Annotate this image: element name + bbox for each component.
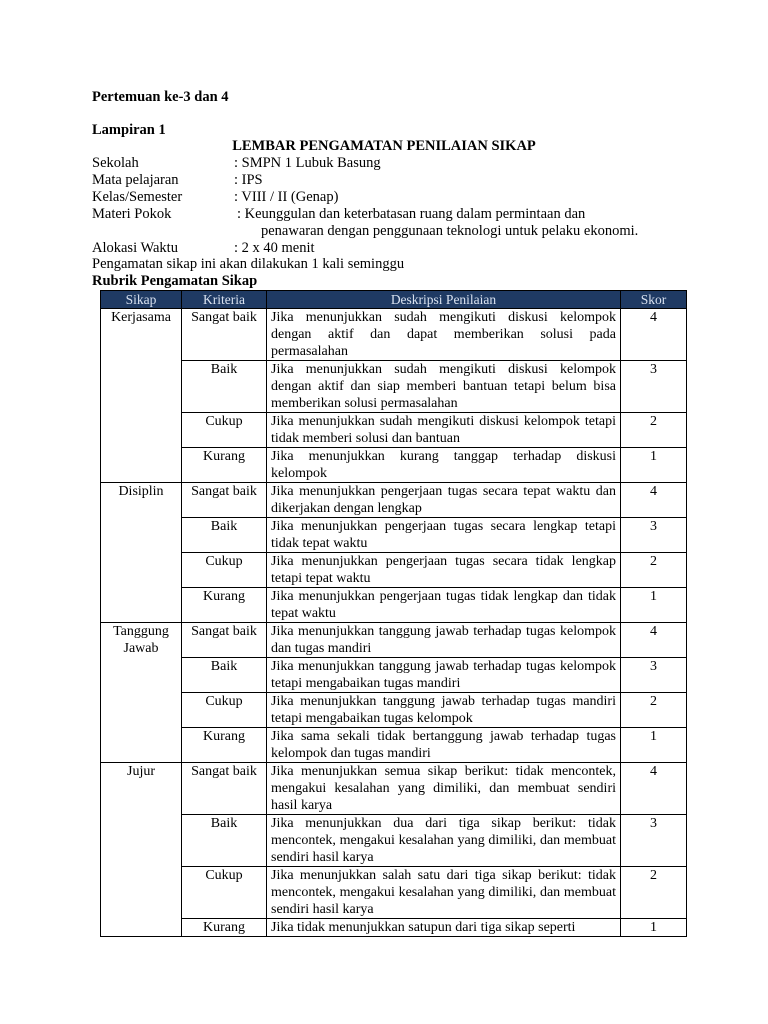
info-value-continued: penawaran dengan penggunaan teknologi untuk pelaku ekonomi.: [261, 223, 639, 239]
table-row: [101, 728, 687, 763]
table-row: [101, 361, 687, 413]
header-sikap: Sikap: [101, 291, 182, 309]
sikap-cell: Kerjasama: [101, 309, 182, 483]
deskripsi-cell: Jika menunjukkan tanggung jawab terhadap tugas kelompok dan tugas mandiri: [267, 623, 621, 658]
info-label: Materi Pokok: [92, 206, 172, 222]
kriteria-cell: Sangat baik: [182, 763, 267, 815]
kriteria-cell: Sangat baik: [182, 623, 267, 658]
info-label: Alokasi Waktu: [92, 240, 178, 256]
skor-cell: 2: [621, 413, 687, 448]
deskripsi-cell: Jika menunjukkan pengerjaan tugas secara lengkap tetapi tidak tepat waktu: [267, 518, 621, 553]
table-row: [101, 518, 687, 553]
header-skor: Skor: [621, 291, 687, 309]
table-row: [101, 815, 687, 867]
info-value: : 2 x 40 menit: [234, 240, 315, 256]
header-kriteria: Kriteria: [182, 291, 267, 309]
header-deskripsi: Deskripsi Penilaian: [267, 291, 621, 309]
appendix-label: Lampiran 1: [92, 122, 166, 138]
rubric-table: [100, 290, 687, 937]
sikap-cell: Disiplin: [101, 483, 182, 623]
table-row: [101, 867, 687, 919]
kriteria-cell: Cukup: [182, 867, 267, 919]
skor-cell: 1: [621, 588, 687, 623]
table-row: [101, 309, 687, 361]
sikap-cell: Jujur: [101, 763, 182, 937]
deskripsi-cell: Jika tidak menunjukkan satupun dari tiga sikap seperti: [267, 919, 621, 937]
table-row: [101, 693, 687, 728]
deskripsi-cell: Jika menunjukkan tanggung jawab terhadap tugas mandiri tetapi mengabaikan tugas kelompok: [267, 693, 621, 728]
info-label: Kelas/Semester: [92, 189, 183, 205]
table-header-row: [101, 291, 687, 309]
skor-cell: 3: [621, 658, 687, 693]
kriteria-cell: Sangat baik: [182, 483, 267, 518]
meeting-heading: Pertemuan ke-3 dan 4: [92, 89, 229, 105]
skor-cell: 1: [621, 728, 687, 763]
table-row: [101, 763, 687, 815]
skor-cell: 2: [621, 693, 687, 728]
kriteria-cell: Baik: [182, 658, 267, 693]
kriteria-cell: Baik: [182, 361, 267, 413]
kriteria-cell: Sangat baik: [182, 309, 267, 361]
table-row: [101, 553, 687, 588]
observation-note: Pengamatan sikap ini akan dilakukan 1 kali seminggu: [92, 256, 405, 272]
info-value: : SMPN 1 Lubuk Basung: [234, 155, 381, 171]
deskripsi-cell: Jika menunjukkan sudah mengikuti diskusi kelompok tetapi tidak memberi solusi dan bantuan: [267, 413, 621, 448]
kriteria-cell: Cukup: [182, 553, 267, 588]
deskripsi-cell: Jika sama sekali tidak bertanggung jawab terhadap tugas kelompok dan tugas mandiri: [267, 728, 621, 763]
deskripsi-cell: Jika menunjukkan sudah mengikuti diskusi kelompok dengan aktif dan siap memberi bantuan tetapi belum bisa memberikan solusi permasalahan: [267, 361, 621, 413]
table-row: [101, 658, 687, 693]
kriteria-cell: Kurang: [182, 588, 267, 623]
table-row: [101, 448, 687, 483]
info-value: : VIII / II (Genap): [234, 189, 339, 205]
rubric-title: Rubrik Pengamatan Sikap: [92, 273, 258, 289]
skor-cell: 1: [621, 448, 687, 483]
info-label: Mata pelajaran: [92, 172, 179, 188]
deskripsi-cell: Jika menunjukkan sudah mengikuti diskusi kelompok dengan aktif dan dapat memberikan solusi pada permasalahan: [267, 309, 621, 361]
document-title: LEMBAR PENGAMATAN PENILAIAN SIKAP: [232, 138, 536, 154]
deskripsi-cell: Jika menunjukkan pengerjaan tugas secara tidak lengkap tetapi tepat waktu: [267, 553, 621, 588]
skor-cell: 3: [621, 518, 687, 553]
kriteria-cell: Baik: [182, 815, 267, 867]
deskripsi-cell: Jika menunjukkan semua sikap berikut: tidak mencontek, mengakui kesalahan yang dimiliki, dan membuat sendiri hasil karya: [267, 763, 621, 815]
sikap-cell: Tanggung Jawab: [101, 623, 182, 763]
deskripsi-cell: Jika menunjukkan tanggung jawab terhadap tugas kelompok tetapi mengabaikan tugas mandiri: [267, 658, 621, 693]
deskripsi-cell: Jika menunjukkan salah satu dari tiga sikap berikut: tidak mencontek, mengakui kesalahan yang dimiliki, dan membuat sendiri hasil karya: [267, 867, 621, 919]
deskripsi-cell: Jika menunjukkan dua dari tiga sikap berikut: tidak mencontek, mengakui kesalahan yang dimiliki, dan membuat sendiri hasil karya: [267, 815, 621, 867]
info-value: : IPS: [234, 172, 263, 188]
skor-cell: 2: [621, 553, 687, 588]
table-row: [101, 413, 687, 448]
info-label: Sekolah: [92, 155, 139, 171]
kriteria-cell: Kurang: [182, 728, 267, 763]
deskripsi-cell: Jika menunjukkan kurang tanggap terhadap diskusi kelompok: [267, 448, 621, 483]
skor-cell: 4: [621, 309, 687, 361]
kriteria-cell: Cukup: [182, 413, 267, 448]
deskripsi-cell: Jika menunjukkan pengerjaan tugas secara tepat waktu dan dikerjakan dengan lengkap: [267, 483, 621, 518]
kriteria-cell: Kurang: [182, 919, 267, 937]
skor-cell: 3: [621, 361, 687, 413]
kriteria-cell: Baik: [182, 518, 267, 553]
skor-cell: 2: [621, 867, 687, 919]
skor-cell: 4: [621, 763, 687, 815]
info-value: : Keunggulan dan keterbatasan ruang dalam permintaan dan: [237, 206, 586, 222]
skor-cell: 4: [621, 623, 687, 658]
table-row: [101, 919, 687, 937]
table-row: [101, 623, 687, 658]
skor-cell: 1: [621, 919, 687, 937]
kriteria-cell: Kurang: [182, 448, 267, 483]
table-row: [101, 483, 687, 518]
skor-cell: 4: [621, 483, 687, 518]
table-row: [101, 588, 687, 623]
deskripsi-cell: Jika menunjukkan pengerjaan tugas tidak lengkap dan tidak tepat waktu: [267, 588, 621, 623]
kriteria-cell: Cukup: [182, 693, 267, 728]
skor-cell: 3: [621, 815, 687, 867]
